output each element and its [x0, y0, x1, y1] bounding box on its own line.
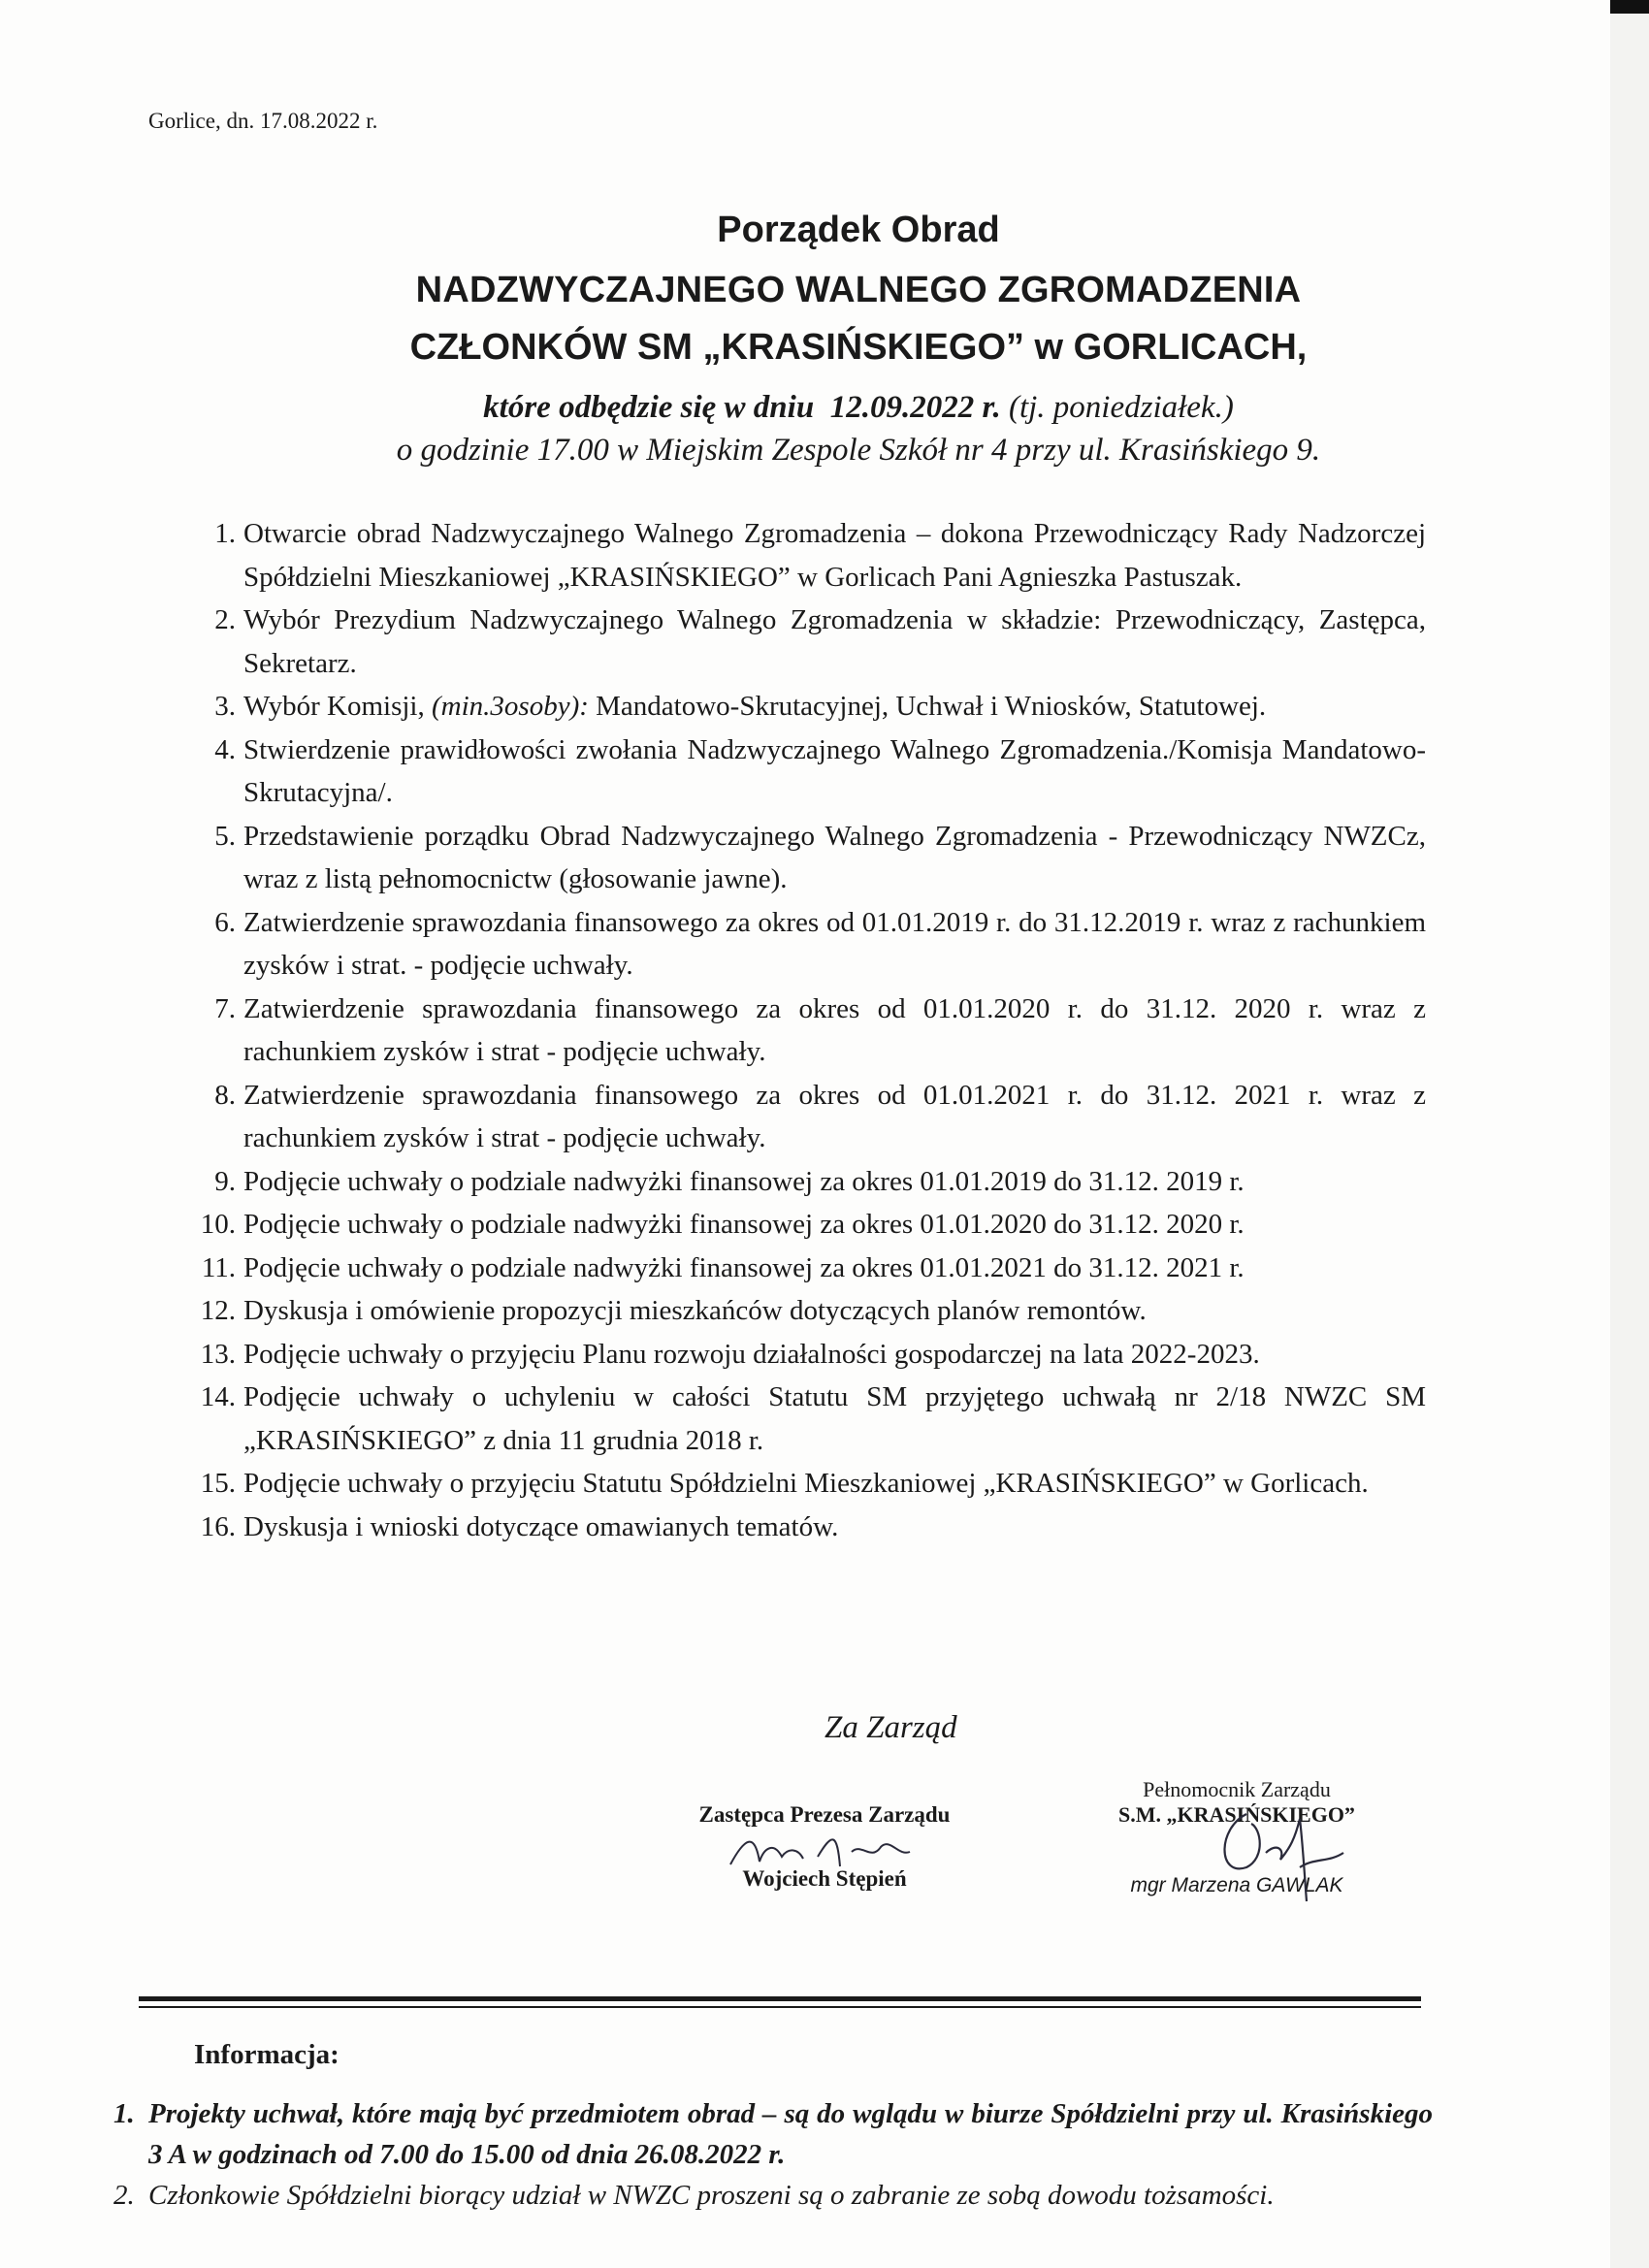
signer-name-left: Wojciech Stępień	[742, 1866, 907, 1891]
meeting-place-line: o godzinie 17.00 w Miejskim Zespole Szkół nr 4 przy ul. Krasińskiego 9.	[396, 433, 1321, 468]
agenda-item: 6. Zatwierdzenie sprawozdania finansowego za okres od 01.01.2019 r. do 31.12.2019 r. wraz z rachunkiem zysków i strat. - podjęcie uchwały.	[214, 906, 1426, 981]
agenda-item: 7. Zatwierdzenie sprawozdania finansowego za okres od 01.01.2020 r. do 31.12. 2020 r. wraz z rachunkiem zysków i strat - podjęcie uchwały.	[214, 992, 1426, 1067]
agenda-item: 2. Wybór Prezydium Nadzwyczajnego Walnego Zgromadzenia w składzie: Przewodniczący, Zastępca, Sekretarz.	[214, 604, 1426, 679]
title-line-2: NADZWYCZAJNEGO WALNEGO ZGROMADZENIA	[415, 270, 1302, 310]
agenda-item: 16. Dyskusja i wnioski dotyczące omawianych tematów.	[200, 1510, 839, 1542]
meeting-weekday: (tj. poniedziałek.)	[1008, 390, 1234, 425]
agenda-list	[189, 512, 1426, 1548]
date-line: Gorlice, dn. 17.08.2022 r.	[148, 109, 378, 133]
agenda-item: 4. Stwierdzenie prawidłowości zwołania Nadzwyczajnego Walnego Zgromadzenia./Komisja Mandatowo-Skrutacyjna/.	[214, 733, 1426, 808]
meeting-date-line	[0, 390, 1649, 426]
signer-role-left: Zastępca Prezesa Zarządu	[698, 1802, 951, 1827]
agenda-item: 3. Wybór Komisji, (min.3osoby): Mandatowo-Skrutacyjnej, Uchwał i Wniosków, Statutowej.	[214, 691, 1267, 722]
signer-org-right: S.M. „KRASIŃSKIEGO”	[1118, 1802, 1355, 1827]
meeting-date: 12.09.2022 r.	[829, 390, 1001, 425]
info-list	[113, 2093, 1433, 2216]
handwritten-signature-right	[1208, 1799, 1353, 1906]
agenda-item: 10. Podjęcie uchwały o podziale nadwyżki finansowej za okres 01.01.2020 do 31.12. 2020 r.	[200, 1209, 1245, 1240]
agenda-item: 14. Podjęcie uchwały o uchyleniu w całości Statutu SM przyjętego uchwałą nr 2/18 NWZC SM „KRASIŃSKIEGO” z dnia 11 grudnia 2018 r.	[200, 1381, 1426, 1456]
info-item: 1. Projekty uchwał, które mają być przedmiotem obrad – są do wglądu w biurze Spółdzielni przy ul. Krasińskiego 3 A w godzinach od 7.00 do 15.00 od dnia 26.08.2022 r.	[113, 2098, 1433, 2170]
agenda-item: 12. Dyskusja i omówienie propozycji mieszkańców dotyczących planów remontów.	[200, 1295, 1147, 1326]
info-heading: Informacja:	[194, 2039, 340, 2070]
meeting-date-prefix: które odbędzie się w dniu	[483, 390, 815, 425]
scan-corner-mark	[1610, 0, 1649, 14]
divider-thick	[139, 1996, 1421, 2001]
title-line-3: CZŁONKÓW SM „KRASIŃSKIEGO” w GORLICACH,	[409, 327, 1308, 368]
signer-name-right: mgr Marzena GAWLAK	[1130, 1874, 1343, 1896]
za-zarzad-label: Za Zarząd	[824, 1710, 957, 1745]
agenda-item: 15. Podjęcie uchwały o przyjęciu Statutu Spółdzielni Mieszkaniowej „KRASIŃSKIEGO” w Gorlicach.	[200, 1468, 1369, 1499]
agenda-item: 11. Podjęcie uchwały o podziale nadwyżki finansowej za okres 01.01.2021 do 31.12. 2021 r.	[201, 1251, 1245, 1283]
agenda-item: 5. Przedstawienie porządku Obrad Nadzwyczajnego Walnego Zgromadzenia - Przewodniczący NWZCz, wraz z listą pełnomocnictw (głosowanie jawne).	[214, 820, 1426, 894]
agenda-item: 8. Zatwierdzenie sprawozdania finansowego za okres od 01.01.2021 r. do 31.12. 2021 r. wraz z rachunkiem zysków i strat - podjęcie uchwały.	[214, 1079, 1426, 1153]
agenda-item: 1. Otwarcie obrad Nadzwyczajnego Walnego Zgromadzenia – dokona Przewodniczący Rady Nadzorczej Spółdzielni Mieszkaniowej „KRASIŃSKIEGO” w Gorlicach Pani Agnieszka Pastuszak.	[214, 518, 1426, 593]
agenda-item: 9. Podjęcie uchwały o podziale nadwyżki finansowej za okres 01.01.2019 do 31.12. 2019 r.	[214, 1165, 1245, 1197]
info-item: 2. Członkowie Spółdzielni biorący udział w NWZC proszeni są o zabranie ze sobą dowodu tożsamości.	[113, 2180, 1275, 2211]
title-line-1: Porządek Obrad	[717, 210, 1000, 250]
handwritten-signature-left	[726, 1828, 920, 1876]
signer-role-right: Pełnomocnik Zarządu	[1143, 1777, 1331, 1801]
agenda-item: 13. Podjęcie uchwały o przyjęciu Planu rozwoju działalności gospodarczej na lata 2022-2023.	[200, 1338, 1260, 1370]
divider-thin	[139, 2006, 1421, 2008]
